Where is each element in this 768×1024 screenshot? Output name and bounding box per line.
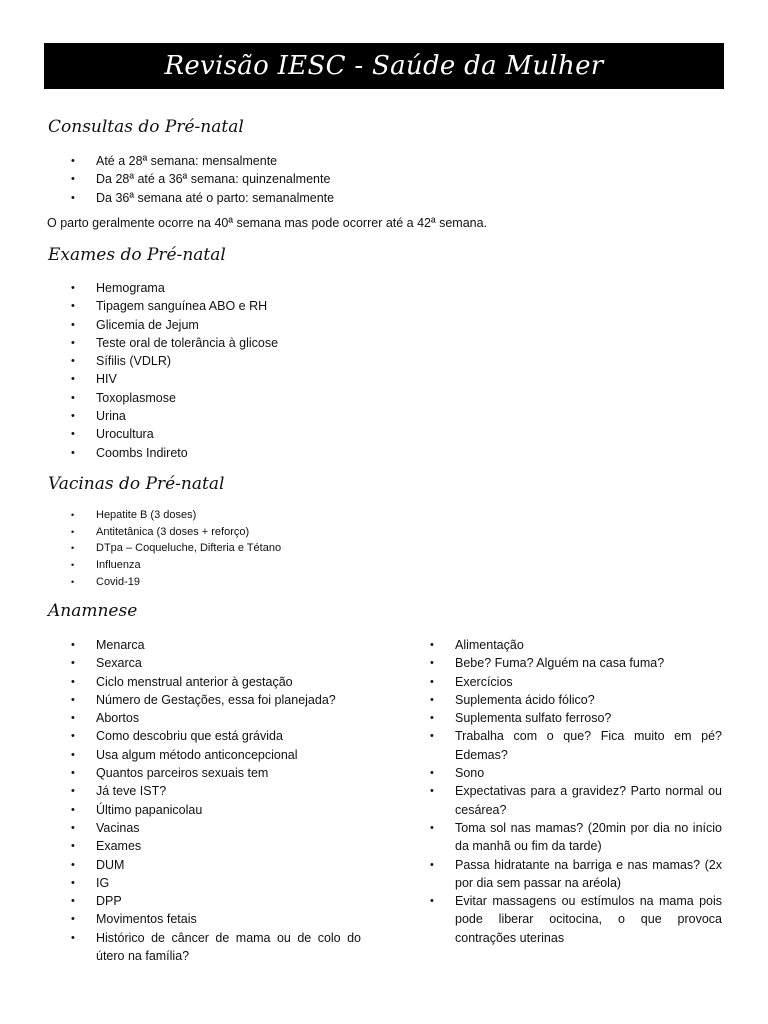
list-item-text: Coombs Indireto [96,445,188,460]
bullet-icon: • [71,282,75,294]
list-item-text: Ciclo menstrual anterior à gestação [96,674,293,689]
bullet-icon: • [71,355,75,368]
bullet-icon: • [71,657,75,670]
list-item-text: Movimentos fetais [96,912,197,927]
page-title: Revisão IESC - Saúde da Mulher [164,51,604,81]
list-item-text: Passa hidratante na barriga e nas mamas? (2x por dia sem passar na aréola) [455,857,722,890]
list-item [430,727,722,764]
list-item [430,673,722,691]
list-item-text: Abortos [96,711,140,726]
list-item [71,654,361,672]
list-item [71,152,334,170]
list-item [71,297,278,315]
list-item-text: Trabalha com o que? Fica muito em pé? Edemas? [455,729,722,762]
bullet-icon: • [71,876,75,889]
bullet-icon: • [71,712,75,725]
list-item-text: Da 36ª semana até o parto: semanalmente [96,190,335,205]
list-consultas [71,152,334,207]
bullet-icon: • [71,510,75,520]
bullet-icon: • [71,931,75,944]
list-item [71,929,361,966]
bullet-icon: • [430,767,434,780]
bullet-icon: • [71,576,75,587]
list-item-text: Evitar massagens ou estímulos na mama pois pode liberar ocitocina, o que provoca contrações uterinas [455,894,722,945]
bullet-icon: • [430,639,434,651]
bullet-icon: • [71,173,75,186]
list-item-text: Sono [455,766,485,781]
list-item-text: Último papanicolau [96,802,203,817]
bullet-icon: • [71,821,75,834]
list-item-text: Alimentação [455,638,524,652]
bullet-icon: • [71,785,75,798]
bullet-icon: • [430,675,434,688]
list-item [71,746,361,764]
list-item-text: Urocultura [96,427,154,442]
list-item-text: Como descobriu que está grávida [96,729,283,744]
bullet-icon: • [71,191,75,204]
bullet-icon: • [71,840,75,853]
list-item [430,636,722,654]
list-item [71,389,278,407]
list-item [71,673,361,691]
list-item-text: Suplementa ácido fólico? [455,692,595,707]
bullet-icon: • [71,675,75,688]
list-item [71,892,361,910]
list-item-text: Sexarca [96,656,142,671]
list-item [71,352,278,370]
bullet-icon: • [71,155,75,167]
list-anamnese-left [71,636,361,965]
list-item-text: Número de Gestações, essa foi planejada? [96,692,336,707]
bullet-icon: • [71,730,75,743]
heading-consultas: Consultas do Pré-natal [48,117,244,137]
list-item [71,727,361,745]
heading-exames: Exames do Pré-natal [48,245,226,265]
list-item-text: Expectativas para a gravidez? Parto normal ou cesárea? [455,784,722,817]
list-item-text: Bebe? Fuma? Alguém na casa fuma? [455,656,665,671]
list-item [71,874,361,892]
list-item [71,557,281,574]
list-item-text: HIV [96,372,117,387]
list-item-text: Já teve IST? [96,784,167,799]
list-item-text: Exames [96,839,142,854]
list-item-text: DUM [96,857,125,872]
list-item-text: Vacinas [96,820,140,835]
bullet-icon: • [430,730,434,743]
list-item [430,654,722,672]
list-item-text: IG [96,875,110,890]
list-item [430,764,722,782]
bullet-icon: • [71,560,75,571]
list-item [71,524,281,541]
list-item [71,370,278,388]
list-item [71,801,361,819]
list-item-text: Influenza [96,559,141,572]
bullet-icon: • [71,318,75,331]
bullet-icon: • [71,803,75,816]
list-item [430,709,722,727]
list-vacinas [71,507,281,591]
list-item [430,819,722,856]
bullet-icon: • [71,336,75,349]
bullet-icon: • [71,373,75,386]
list-item-text: Suplementa sulfato ferroso? [455,711,612,726]
bullet-icon: • [71,428,75,441]
bullet-icon: • [71,410,75,423]
bullet-icon: • [430,712,434,725]
bullet-icon: • [430,858,434,871]
bullet-icon: • [430,657,434,670]
bullet-icon: • [430,693,434,706]
list-item-text: Histórico de câncer de mama ou de colo do útero na família? [96,930,361,964]
list-item [71,170,334,188]
list-item [71,279,278,297]
list-item [430,782,722,819]
note-parto: O parto geralmente ocorre na 40ª semana mas pode ocorrer até a 42ª semana. [47,216,488,230]
list-item [71,819,361,837]
list-item [71,444,278,462]
list-item [71,782,361,800]
list-item-text: Até a 28ª semana: mensalmente [96,154,278,168]
bullet-icon: • [71,748,75,761]
title-banner [44,43,724,89]
list-item-text: Toxoplasmose [96,390,176,405]
list-item-text: Da 28ª até a 36ª semana: quinzenalmente [96,172,331,187]
list-item-text: Tipagem sanguínea ABO e RH [96,299,268,314]
list-item [71,540,281,557]
list-item [71,636,361,654]
list-item [430,691,722,709]
list-item-text: Covid-19 [96,575,141,588]
list-item-text: Teste oral de tolerância à glicose [96,335,279,350]
list-item [71,837,361,855]
bullet-icon: • [71,446,75,459]
list-item [71,334,278,352]
list-item-text: Glicemia de Jejum [96,317,199,332]
list-item [71,574,281,591]
bullet-icon: • [430,895,434,908]
bullet-icon: • [71,543,75,554]
list-item [71,507,281,524]
bullet-icon: • [71,895,75,908]
list-exames [71,279,278,462]
list-item-text: Usa algum método anticoncepcional [96,747,298,762]
bullet-icon: • [430,821,434,834]
bullet-icon: • [71,526,75,537]
bullet-icon: • [71,858,75,871]
list-item [430,856,722,893]
list-item [71,910,361,928]
bullet-icon: • [71,639,75,651]
list-item-text: Exercícios [455,674,513,689]
list-item [71,407,278,425]
bullet-icon: • [71,693,75,706]
list-item-text: Antitetânica (3 doses + reforço) [96,525,250,538]
bullet-icon: • [71,767,75,780]
list-item [71,691,361,709]
list-item-text: Hemograma [96,281,165,295]
list-item [71,856,361,874]
list-item-text: Quantos parceiros sexuais tem [96,766,269,781]
bullet-icon: • [71,300,75,313]
heading-anamnese: Anamnese [48,601,138,621]
list-item-text: Menarca [96,638,145,652]
list-item-text: DTpa – Coqueluche, Difteria e Tétano [96,542,282,555]
bullet-icon: • [430,785,434,798]
list-item [430,892,722,947]
list-item [71,425,278,443]
list-item [71,316,278,334]
list-anamnese-right [430,636,722,947]
list-item [71,764,361,782]
list-item-text: Hepatite B (3 doses) [96,509,197,521]
list-item-text: Urina [96,409,126,424]
list-item-text: Toma sol nas mamas? (20min por dia no início da manhã ou fim da tarde) [455,820,722,854]
heading-vacinas: Vacinas do Pré-natal [48,474,225,494]
list-item [71,189,334,207]
list-item-text: Sífilis (VDLR) [96,354,172,369]
bullet-icon: • [71,913,75,926]
list-item [71,709,361,727]
bullet-icon: • [71,391,75,404]
list-item-text: DPP [96,894,122,909]
